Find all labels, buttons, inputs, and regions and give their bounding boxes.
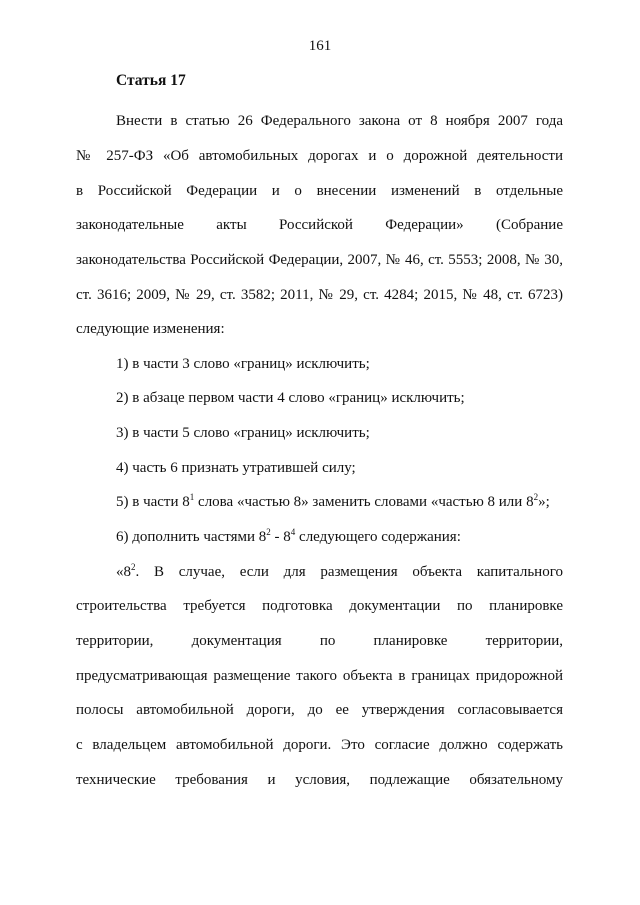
item5-text-a: 5) в части 8 (116, 494, 190, 510)
intro-line-7: следующие изменения: (76, 321, 225, 337)
quote-line-6: с владельцем автомобильной дороги. Это согласие должно содержать (76, 737, 563, 753)
intro-line-2: № 257-ФЗ «Об автомобильных дорогах и о дорожной деятельности (76, 148, 563, 164)
item6-text-b: - 8 (270, 529, 291, 545)
intro-line-6: ст. 3616; 2009, № 29, ст. 3582; 2011, № 29, ст. 4284; 2015, № 48, ст. 6723) (76, 287, 563, 303)
quote-text-b: . В случае, если для размещения объекта капитального (135, 564, 563, 580)
quote-text-a: «8 (116, 564, 131, 580)
list-item-6 (116, 527, 563, 547)
item6-sup-1: 2 (266, 527, 271, 537)
intro-line-3: в Российской Федерации и о внесении изменений в отдельные (76, 183, 563, 199)
list-item-3: 3) в части 5 слово «границ» исключить; (116, 425, 370, 441)
quote-sup: 2 (131, 562, 136, 572)
item5-text-c: »; (538, 494, 550, 510)
quote-line-1 (116, 562, 563, 582)
list-item-1: 1) в части 3 слово «границ» исключить; (116, 356, 370, 372)
intro-line-1: Внести в статью 26 Федерального закона от 8 ноября 2007 года (116, 113, 563, 129)
list-item-4: 4) часть 6 признать утратившей силу; (116, 460, 356, 476)
quote-line-2: строительства требуется подготовка документации по планировке (76, 598, 563, 614)
quote-line-7: технические требования и условия, подлежащие обязательному (76, 772, 563, 788)
quote-line-5: полосы автомобильной дороги, до ее утверждения согласовывается (76, 702, 563, 718)
quote-line-4: предусматривающая размещение такого объекта в границах придорожной (76, 668, 563, 684)
page-number: 161 (308, 38, 332, 54)
item6-text-a: 6) дополнить частями 8 (116, 529, 267, 545)
item5-sup-2: 2 (533, 492, 539, 502)
item6-text-c: следующего содержания: (295, 529, 461, 545)
intro-line-4: законодательные акты Российской Федерации» (Собрание (76, 217, 563, 233)
list-item-2: 2) в абзаце первом части 4 слово «границ» исключить; (116, 390, 465, 406)
item6-sup-2: 4 (290, 527, 296, 537)
article-heading: Статья 17 (116, 72, 186, 89)
intro-line-5: законодательства Российской Федерации, 2007, № 46, ст. 5553; 2008, № 30, (76, 252, 563, 268)
list-item-5 (116, 492, 563, 512)
item5-sup-1: 1 (189, 492, 195, 502)
item5-text-b: слова «частью 8» заменить словами «частью 8 или 8 (194, 494, 534, 510)
quote-line-3: территории, документация по планировке территории, (76, 633, 563, 649)
